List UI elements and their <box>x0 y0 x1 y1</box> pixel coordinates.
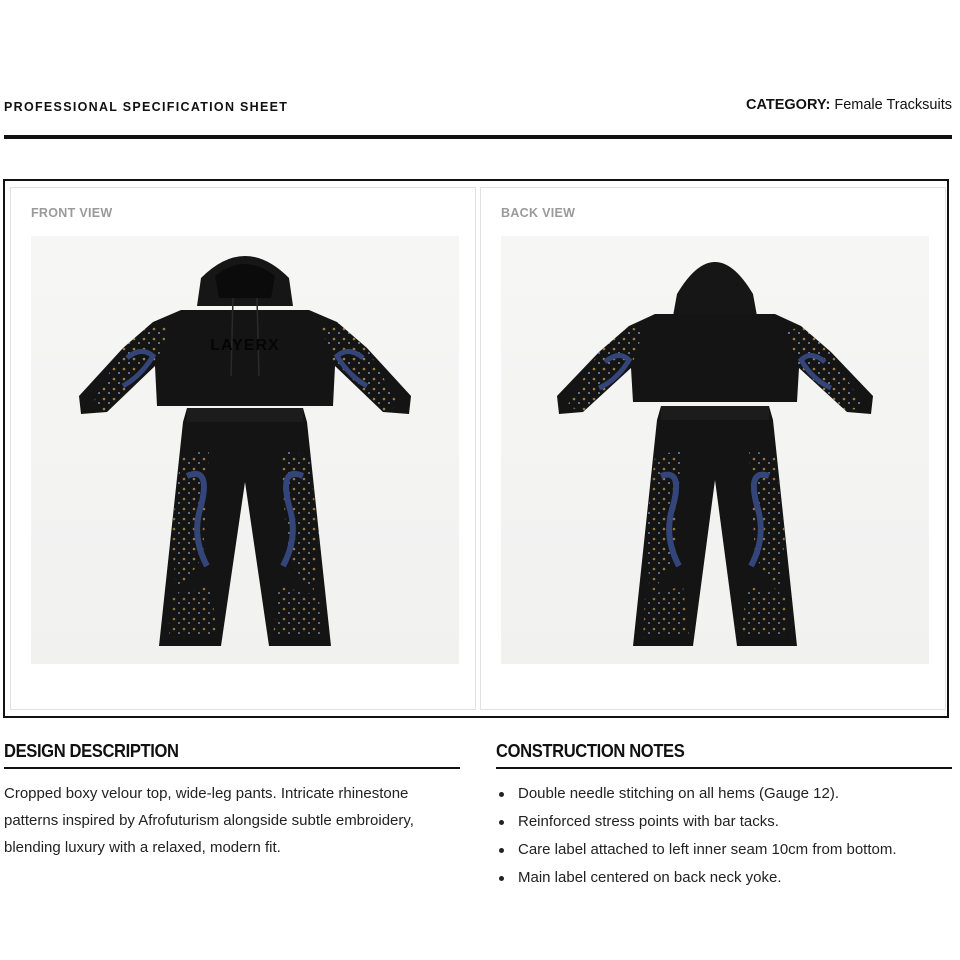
construction-notes-title: CONSTRUCTION NOTES <box>496 741 685 761</box>
hoodie-back <box>557 262 873 414</box>
back-view-photo <box>501 236 929 664</box>
design-description-title: DESIGN DESCRIPTION <box>4 741 179 761</box>
front-tracksuit-illustration <box>31 236 459 664</box>
list-item: Reinforced stress points with bar tacks. <box>496 808 952 836</box>
header-divider <box>4 135 952 139</box>
construction-notes-list <box>496 780 952 892</box>
design-description-divider <box>4 767 460 769</box>
front-view-photo <box>31 236 459 664</box>
construction-notes-section <box>496 741 952 892</box>
pants-back <box>633 406 797 646</box>
sheet-title: PROFESSIONAL SPECIFICATION SHEET <box>4 100 289 114</box>
front-view-panel <box>10 187 476 710</box>
back-view-label: BACK VIEW <box>501 206 576 220</box>
category-label: CATEGORY: <box>746 97 831 113</box>
back-view-panel <box>480 187 946 710</box>
pants-front <box>159 408 331 646</box>
back-tracksuit-illustration <box>501 236 929 664</box>
design-description-section <box>4 741 460 861</box>
design-description-text: Cropped boxy velour top, wide-leg pants. Intricate rhinestone patterns inspired by Afrofuturism alongside subtle embroidery, blending luxury with a relaxed, modern fit. <box>4 785 414 856</box>
category-line <box>746 97 952 113</box>
list-item: Care label attached to left inner seam 10cm from bottom. <box>496 836 952 864</box>
views-frame <box>3 179 949 718</box>
list-item: Double needle stitching on all hems (Gauge 12). <box>496 780 952 808</box>
construction-notes-divider <box>496 767 952 769</box>
category-value: Female Tracksuits <box>834 97 952 113</box>
front-view-label: FRONT VIEW <box>31 206 113 220</box>
chest-print: LAYERX <box>210 337 280 354</box>
hoodie-front <box>79 256 411 414</box>
sheet-header <box>4 96 952 120</box>
list-item: Main label centered on back neck yoke. <box>496 864 952 892</box>
